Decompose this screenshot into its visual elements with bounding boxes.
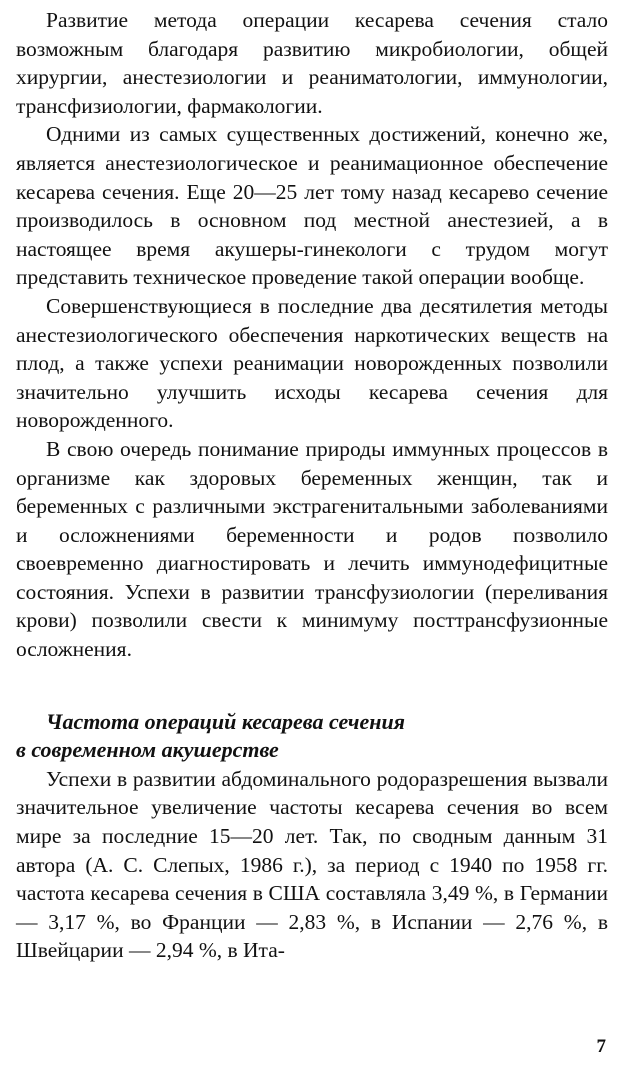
section-paragraph: Успехи в развитии абдоминального родоразрешения вызвали значительное увеличение частоты кесарева сечения во всем мире за последние 15—20 лет. Так, по сводным данным 31 автора (А. С. Слепых, 1986 г.), за период с 1940 по 1958 гг. частота кесарева сечения в США составляла 3,49 %, в Германии — 3,17 %, во Франции — 2,83 %, в Испании — 2,76 %, в Швейцарии — 2,94 %, в Ита- (16, 766, 608, 963)
section-heading-line-2: в современном акушерстве (16, 737, 279, 763)
section-heading-line-1: Частота операций кесарева сечения (46, 708, 406, 734)
page-number: 7 (596, 1036, 606, 1057)
section-heading (16, 708, 608, 765)
paragraph-3: Совершенствующиеся в последние два десятилетия методы анестезиологического обеспечения наркотических веществ на плод, а также успехи реанимации новорожденных позволили значительно улучшить исходы кесарева сечения для новорожденного. (16, 293, 608, 433)
document-page (16, 6, 608, 965)
paragraph-4: В свою очередь понимание природы иммунных процессов в организме как здоровых беременных женщин, так и беременных с различными экстрагенитальными заболеваниями и осложнениями беременности и родов позволило своевременно диагностировать и лечить иммунодефицитные состояния. Успехи в развитии трансфузиологии (переливания крови) позволили свести к минимуму посттрансфузионные осложнения. (16, 436, 608, 662)
paragraph-1: Развитие метода операции кесарева сечения стало возможным благодаря развитию микробиологии, общей хирургии, анестезиологии и реаниматологии, иммунологии, трансфизиологии, фармакологии. (16, 8, 608, 118)
paragraph-2: Одними из самых существенных достижений, конечно же, является анестезиологическое и реанимационное обеспечение кесарева сечения. Еще 20—25 лет тому назад кесарево сечение производилось в основном под местной анестезией, а в настоящее время акушеры-гинекологи с трудом могут представить техническое проведение такой операции вообще. (16, 122, 608, 290)
